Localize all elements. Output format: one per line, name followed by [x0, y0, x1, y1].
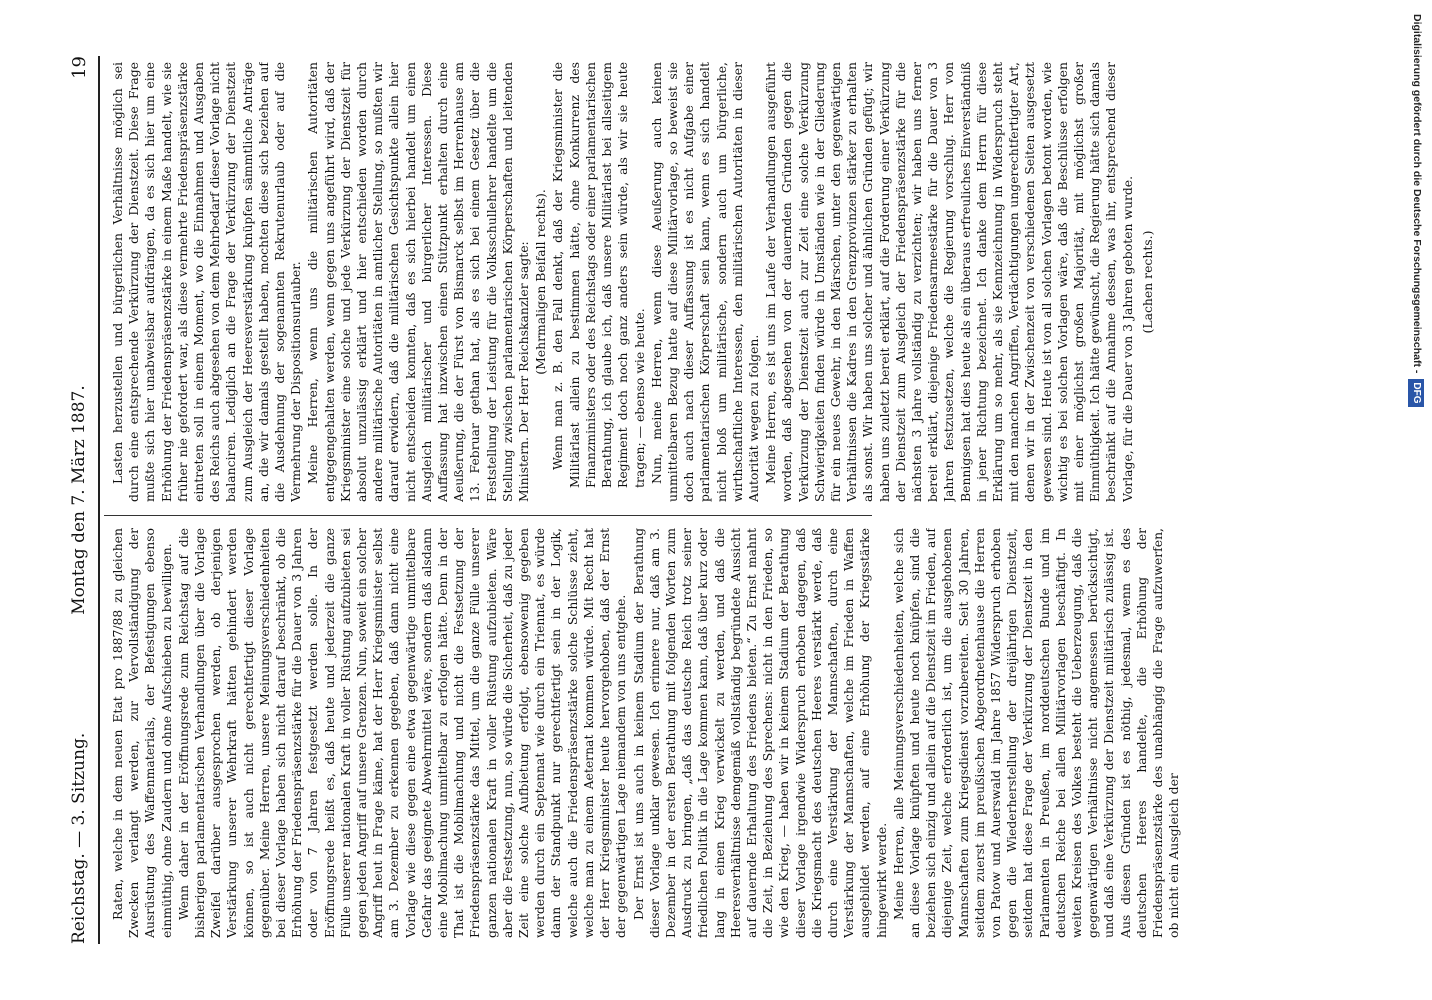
stamp-text-container: [1409, 14, 1425, 986]
page-number: 19: [68, 56, 90, 79]
column-divider: [104, 515, 872, 516]
right-column: [110, 62, 1372, 502]
closing-note: (Lachen rechts.): [1139, 230, 1155, 334]
stage-direction: (Mehrmaligen Beifall rechts).: [533, 189, 549, 375]
header-session: Reichstag. — 3. Sitzung.: [69, 732, 89, 944]
header-date: Montag den 7. März 1887.: [69, 385, 89, 615]
digitization-stamp: [1409, 14, 1425, 986]
dfg-logo: DFG: [1408, 379, 1424, 406]
paragraph: Wenn daher in der Eröffnungsrede zum Reichstag auf die bisherigen parlamentarischen Verhandlungen über die Vorlage Zweifel darüber ausgesprochen werden, ob derjenigen Verstärkung unserer Wehrkraft hätten gehindert werden können, so ist auch nicht gerechtfertigt dieser Vorlage gegenüber. Meine Herren, unsere Meinungsverschiedenheiten bei dieser Vorlage haben sich nicht darauf beschränkt, ob die Erhöhung der Friedenspräsenzstärke für die Dauer von 3 Jahren oder von 7 Jahren festgesetzt werden solle. In der Eröffnungsrede heißt es, daß heute und jederzeit die ganze Fülle unserer nationalen Kraft in voller Rüstung aufzubieten sei gegen jeden Angriff auf unsere Grenzen. Nun, soweit ein solcher Angriff heut in Frage käme, hat der Herr Kriegsminister selbst am 3. Dezember zu erkennen gegeben, daß dann nicht eine Vorlage wie diese gegen eine etwa gegenwärtige unmittelbare Gefahr das geeignete Abwehrmittel wäre, sondern daß alsdann eine Mobilmachung unmittelbar zu erfolgen hätte. Denn in der That ist die Mobilmachung und nicht die Festsetzung der Friedenspräsenzstärke das Mittel, um die ganze Fülle unserer ganzen nationalen Kraft in voller Rüstung aufzubieten. Wäre aber die Festsetzung, nun, so würde die Sicherheit, daß zu jeder Zeit eine solche Aufbietung erfolgt, ebensowenig gegeben werden durch ein Septennat wie durch ein Triennat, es würde dann der Standpunkt nur gerechtfertigt sein in der Logik, welche auch die Friedenspräsenzstärke solche Schlüsse zieht, welche man zu einem Aeternat kommen würde. Mit Recht hat der Herr Kriegsminister heute hervorgehoben, daß der Ernst der gegenwärtigen Lage niemandem von uns entgehe.: [175, 528, 629, 938]
left-column: [110, 528, 1372, 938]
paragraph: Meine Herren, wenn uns die militärischen Autoritäten entgegengehalten werden, wenn gegen uns angeführt wird, daß der Kriegsminister eine solche und jede Verkürzung der Dienstzeit für absolut unzulässig erklärt und hier entschieden worden durch andere militärische Autoritäten in amtlicher Stellung, so mußten wir darauf erwidern, daß die militärischen Gesichtspunkte allein hier nicht entscheiden konnten, daß es sich hierbei handelt um einen Ausgleich militärischer und bürgerlicher Interessen. Diese Auffassung hat inzwischen einen Stützpunkt erhalten durch eine Aeußerung, die der Fürst von Bismarck selbst im Herrenhause am 13. Februar gethan hat, als es sich bei einem Gesetz über die Feststellung der Leistung für die Volksschullehrer handelte um die Stellung zwischen parlamentarischen Körperschaften und leitenden Ministern. Der Herr Reichskanzler sagte:: [305, 62, 532, 502]
paragraph: Raten, welche in dem neuen Etat pro 1887/88 zu gleichen Zwecken verlangt werden, zur Vervollständigung der Ausrüstung des Waffenmaterials, der Befestigungen ebenso einmüthig, ohne Zaudern und ohne Aufschieben zu bewilligen.: [110, 528, 174, 938]
paragraph: Meine Herren, es ist uns im Laufe der Verhandlungen ausgeführt worden, daß abgesehen von der dauernden Gründen gegen die Verkürzung der Dienstzeit auch zur Zeit eine solche Verkürzung Schwierigkeiten finden würde in Umständen wie in der Gliederung für ein neues Gewehr, in den Märschen, unter den gegenwärtigen Verhältnissen die Kadres in den Grenzprovinzen stärker zu erhalten als sonst. Wir haben uns solcher und ähnlichen Gründen gefügt; wir haben uns zuletzt bereit erklärt, auf die Forderung einer Verkürzung der Dienstzeit zum Ausgleich der Friedenspräsenzstärke für die nächsten 3 Jahre vollständig zu verzichten; wir haben uns ferner bereit erklärt, diejenige Friedensarmeestärke für die Dauer von 3 Jahren festzusetzen, welche die Regierung vorschlug. Herr von Bennigsen hat dies heute als ein überaus erfreuliches Einverständniß in jener Richtung bezeichnet. Ich danke dem Herrn für diese Erklärung um so mehr, als sie Kennzeichnung in Widerspruch steht mit den manchen Angriffen, Verdächtigungen ungerechtfertigter Art, denen wir in der Zwischenzeit von verschiedenen Seiten ausgesetzt gewesen sind. Heute ist von all solchen Vorlagen betont worden, wie wichtig es bei solchen Vorlagen wäre, daß die Beschlüsse erfolgen mit einer möglichst großen Majorität, mit möglichst großer Einmüthigkeit. Ich hätte gewünscht, die Regierung hätte sich damals beschränkt auf die Annahme dessen, was ihr, entsprechend dieser Vorlage, für die Dauer von 3 Jahren geboten wurde.: [763, 62, 1135, 502]
paragraph: Lasten herzustellen und bürgerlichen Verhältnisse möglich sei durch eine entsprechende Verkürzung der Dienstzeit. Diese Frage mußte sich hier unabweisbar aufdrängen, da es sich hier um eine Erhöhung der Friedenspräsenzstärke in einem Maße handelt, wie sie früher nie gefordert war, als diese vermehrte Friedenspräsenzstärke eintreten soll in einem Moment, wo die Einnahmen und Ausgaben des Reichs auch abgesehen von dem Mehrbedarf dieser Vorlage nicht balanciren. Lediglich an die Frage der Verkürzung der Dienstzeit zum Ausgleich der Heeresverstärkung knüpfen sämmtliche Anträge an, die wir damals gestellt haben, mochten diese sich beziehen auf die Ausdehnung der sogenannten Rekrutenurlaub oder auf die Vermehrung der Dispositionsurlauber.: [110, 62, 304, 502]
paragraph: Der Ernst ist uns auch in keinem Stadium der Berathung dieser Vorlage unklar gewesen. Ich erinnere nur, daß am 3. Dezember in der ersten Berathung mit folgenden Worten zum Ausdruck zu bringen, „daß das deutsche Reich trotz seiner friedlichen Politik in die Lage kommen kann, daß über kurz oder lang in einen Krieg verwickelt zu werden, und daß die Heeresverhältnisse demgemäß vollständig begründete Aussicht auf dauernde Erhaltung des Friedens bieten.“ Zu Ernst mahnt die Zeit, in Beziehung des Sprechens: nicht in den Frieden, so wie den Krieg, — haben wir in keinem Stadium der Berathung dieser Vorlage irgendwie Widerspruch erhoben dagegen, daß die Kriegsmacht des deutschen Heeres verstärkt werde, daß durch eine Verstärkung der Mannschaften, durch eine Verstärkung der Mannschaften, welche im Frieden in Waffen ausgebildet werden, auf eine Erhöhung der Kriegsstärke hingewirkt werde.: [630, 528, 889, 938]
paragraph: Nun, meine Herren, wenn diese Aeußerung auch keinen unmittelbaren Bezug hatte auf diese Militärvorlage, so beweist sie doch auch nach dieser Auffassung ist es nicht Aufgabe einer parlamentarischen Körperschaft sein kann, wenn es sich handelt nicht bloß um militärische, sondern auch um bürgerliche, wirthschaftliche Interessen, den militärischen Autoritäten in dieser Autorität wegen zu folgen.: [648, 62, 761, 502]
paragraph: Meine Herren, alle Meinungsverschiedenheiten, welche sich an diese Vorlage knüpften und heute noch knüpfen, sind die beziehen sich einzig und allein auf die Dienstzeit im Frieden, auf diejenige Zeit, welche erforderlich ist, um die ausgehobenen Mannschaften zum Kriegsdienst vorzubereiten. Seit 30 Jahren, seitdem zuerst im preußischen Abgeordnetenhause die Herren von Patow und Auerswald im Jahre 1857 Widerspruch erhoben gegen die Wiederherstellung der dreijährigen Dienstzeit, seitdem hat diese Frage der Verkürzung der Dienstzeit in den Parlamenten in Preußen, im norddeutschen Bunde und im deutschen Reiche bei allen Militärvorlagen beschäftigt. In weiten Kreisen des Volkes besteht die Ueberzeugung, daß die gegenwärtigen Verhältnisse nicht angemessen berücksichtigt, und daß eine Verkürzung der Dienstzeit militärisch zulässig ist. Aus diesen Gründen ist es nöthig, jedesmal, wenn es des deutschen Heeres handelte, die Erhöhung der Friedenspräsenzstärke des unabhängig die Frage aufzuwerfen, ob nicht ein Ausgleich der: [890, 528, 1182, 938]
stamp-text: Digitalisierung gefördert durch die Deutsche Forschungsgemeinschaft -: [1411, 14, 1423, 374]
page-header: [60, 56, 100, 944]
quotation: Wenn man z. B. den Fall denkt, daß der Kriegsminister die Militärlast allein zu bestimmen hätte, ohne Konkurrenz des Finanzministers oder des Reichstags oder einer parlamentarischen Berathung, ich glaube ich, daß unsere Militärlast bei allseitigem Regiment doch noch ganz anders sein würde, als wir sie heute tragen; — ebenso wie heute.: [550, 62, 647, 488]
